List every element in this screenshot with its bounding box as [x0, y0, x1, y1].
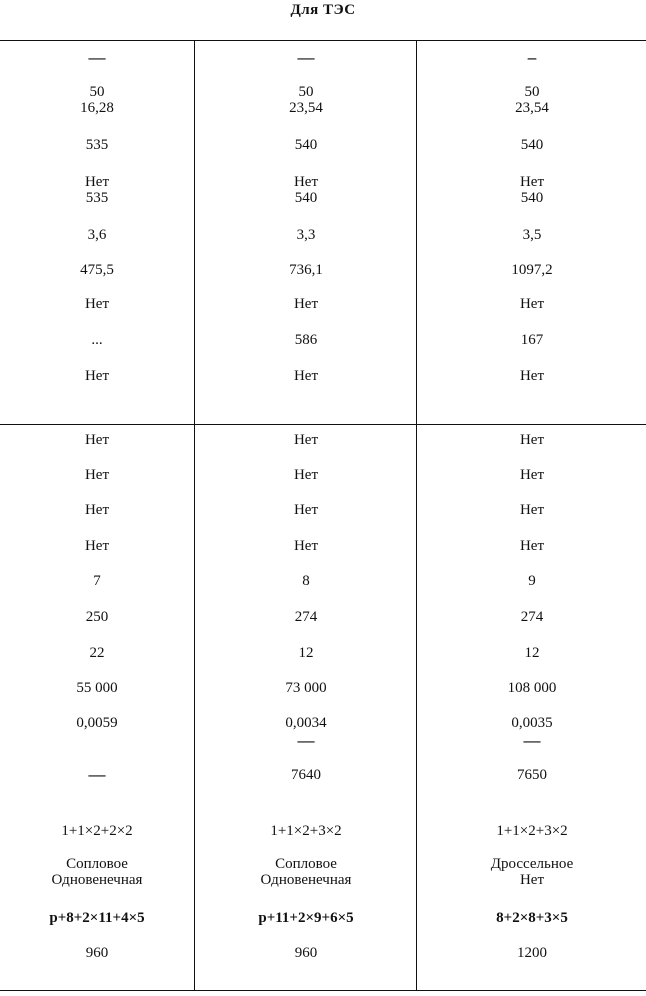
section1-r8-c1: ...	[91, 332, 103, 348]
section2-r3-c2: Нет	[293, 502, 319, 518]
section2-r4-c1: Нет	[84, 538, 110, 554]
section2-r1-c2: Нет	[293, 432, 319, 448]
section2-r14-c1: p+8+2×11+4×5	[49, 910, 145, 926]
section2-r3-c3: Нет	[519, 502, 545, 518]
section2-r11-c2: 7640	[291, 767, 321, 783]
section2-r6-c1: 250	[85, 609, 109, 625]
column-divider-2	[416, 40, 417, 990]
section1-r2-c2: 50 23,54	[289, 84, 323, 116]
section1-r9-c1: Нет	[84, 368, 110, 384]
section1-r2-c1: 50 16,28	[80, 84, 114, 116]
section2-r5-c3: 9	[528, 573, 536, 589]
section2-r7-c3: 12	[524, 645, 540, 661]
section2-r1-c1: Нет	[84, 432, 110, 448]
section1-r5-c3: 3,5	[522, 227, 542, 243]
top-rule	[0, 40, 646, 41]
section2-r12-c1: 1+1×2+2×2	[61, 823, 133, 839]
section2-r14-c2: p+11+2×9+6×5	[258, 910, 354, 926]
section2-r7-c1: 22	[89, 645, 105, 661]
section1-r9-c2: Нет	[293, 368, 319, 384]
section1-r3-c1: 535	[85, 137, 109, 153]
section2-r14-c3: 8+2×8+3×5	[496, 910, 568, 926]
section2-r4-c3: Нет	[519, 538, 545, 554]
section2-r5-c1: 7	[93, 573, 101, 589]
section1-r9-c3: Нет	[519, 368, 545, 384]
section2-r13-c2: Сопловое Одновенечная	[260, 856, 352, 888]
section2-r2-c1: Нет	[84, 467, 110, 483]
section1-r5-c1: 3,6	[87, 227, 107, 243]
section2-r15-c1: 960	[85, 945, 109, 961]
section2-r11-c3: 7650	[517, 767, 547, 783]
section2-r4-c2: Нет	[293, 538, 319, 554]
section2-r1-c3: Нет	[519, 432, 545, 448]
section2-r10-c2: —	[297, 731, 315, 750]
section2-r11-c1: —	[88, 765, 106, 784]
section-divider	[0, 424, 646, 425]
section2-r6-c2: 274	[294, 609, 318, 625]
section1-r4-c1: Нет 535	[84, 174, 110, 206]
bottom-rule	[0, 990, 646, 991]
section2-r2-c2: Нет	[293, 467, 319, 483]
section1-r6-c1: 475,5	[80, 262, 114, 278]
section1-r7-c2: Нет	[293, 296, 319, 312]
section2-r15-c3: 1200	[517, 945, 547, 961]
section2-r2-c3: Нет	[519, 467, 545, 483]
section1-r1-c1: —	[88, 48, 106, 67]
section1-r6-c3: 1097,2	[511, 262, 553, 278]
section1-r4-c3: Нет 540	[519, 174, 545, 206]
section1-r6-c2: 736,1	[289, 262, 323, 278]
section2-r15-c2: 960	[294, 945, 318, 961]
section2-r9-c2: 0,0034	[285, 715, 327, 731]
table-heading: Для ТЭС	[290, 2, 356, 18]
section2-r5-c2: 8	[302, 573, 310, 589]
section1-r4-c2: Нет 540	[293, 174, 319, 206]
section2-r13-c3: Дроссельное Нет	[490, 856, 574, 888]
section2-r10-c3: —	[523, 731, 541, 750]
column-divider-1	[194, 40, 195, 990]
section2-r9-c3: 0,0035	[511, 715, 553, 731]
section1-r3-c3: 540	[520, 137, 544, 153]
section2-r8-c1: 55 000	[76, 680, 118, 696]
section2-r12-c3: 1+1×2+3×2	[496, 823, 568, 839]
section1-r3-c2: 540	[294, 137, 318, 153]
section2-r3-c1: Нет	[84, 502, 110, 518]
section1-r1-c2: —	[297, 48, 315, 67]
section2-r7-c2: 12	[298, 645, 314, 661]
section2-r8-c2: 73 000	[285, 680, 327, 696]
section2-r12-c2: 1+1×2+3×2	[270, 823, 342, 839]
section1-r2-c3: 50 23,54	[515, 84, 549, 116]
section1-r8-c3: 167	[520, 332, 544, 348]
section2-r8-c3: 108 000	[507, 680, 557, 696]
section2-r13-c1: Сопловое Одновенечная	[51, 856, 143, 888]
section2-r9-c1: 0,0059	[76, 715, 118, 731]
section1-r1-c3: –	[527, 48, 537, 67]
section1-r7-c1: Нет	[84, 296, 110, 312]
section1-r7-c3: Нет	[519, 296, 545, 312]
section2-r6-c3: 274	[520, 609, 544, 625]
section1-r5-c2: 3,3	[296, 227, 316, 243]
section1-r8-c2: 586	[294, 332, 318, 348]
